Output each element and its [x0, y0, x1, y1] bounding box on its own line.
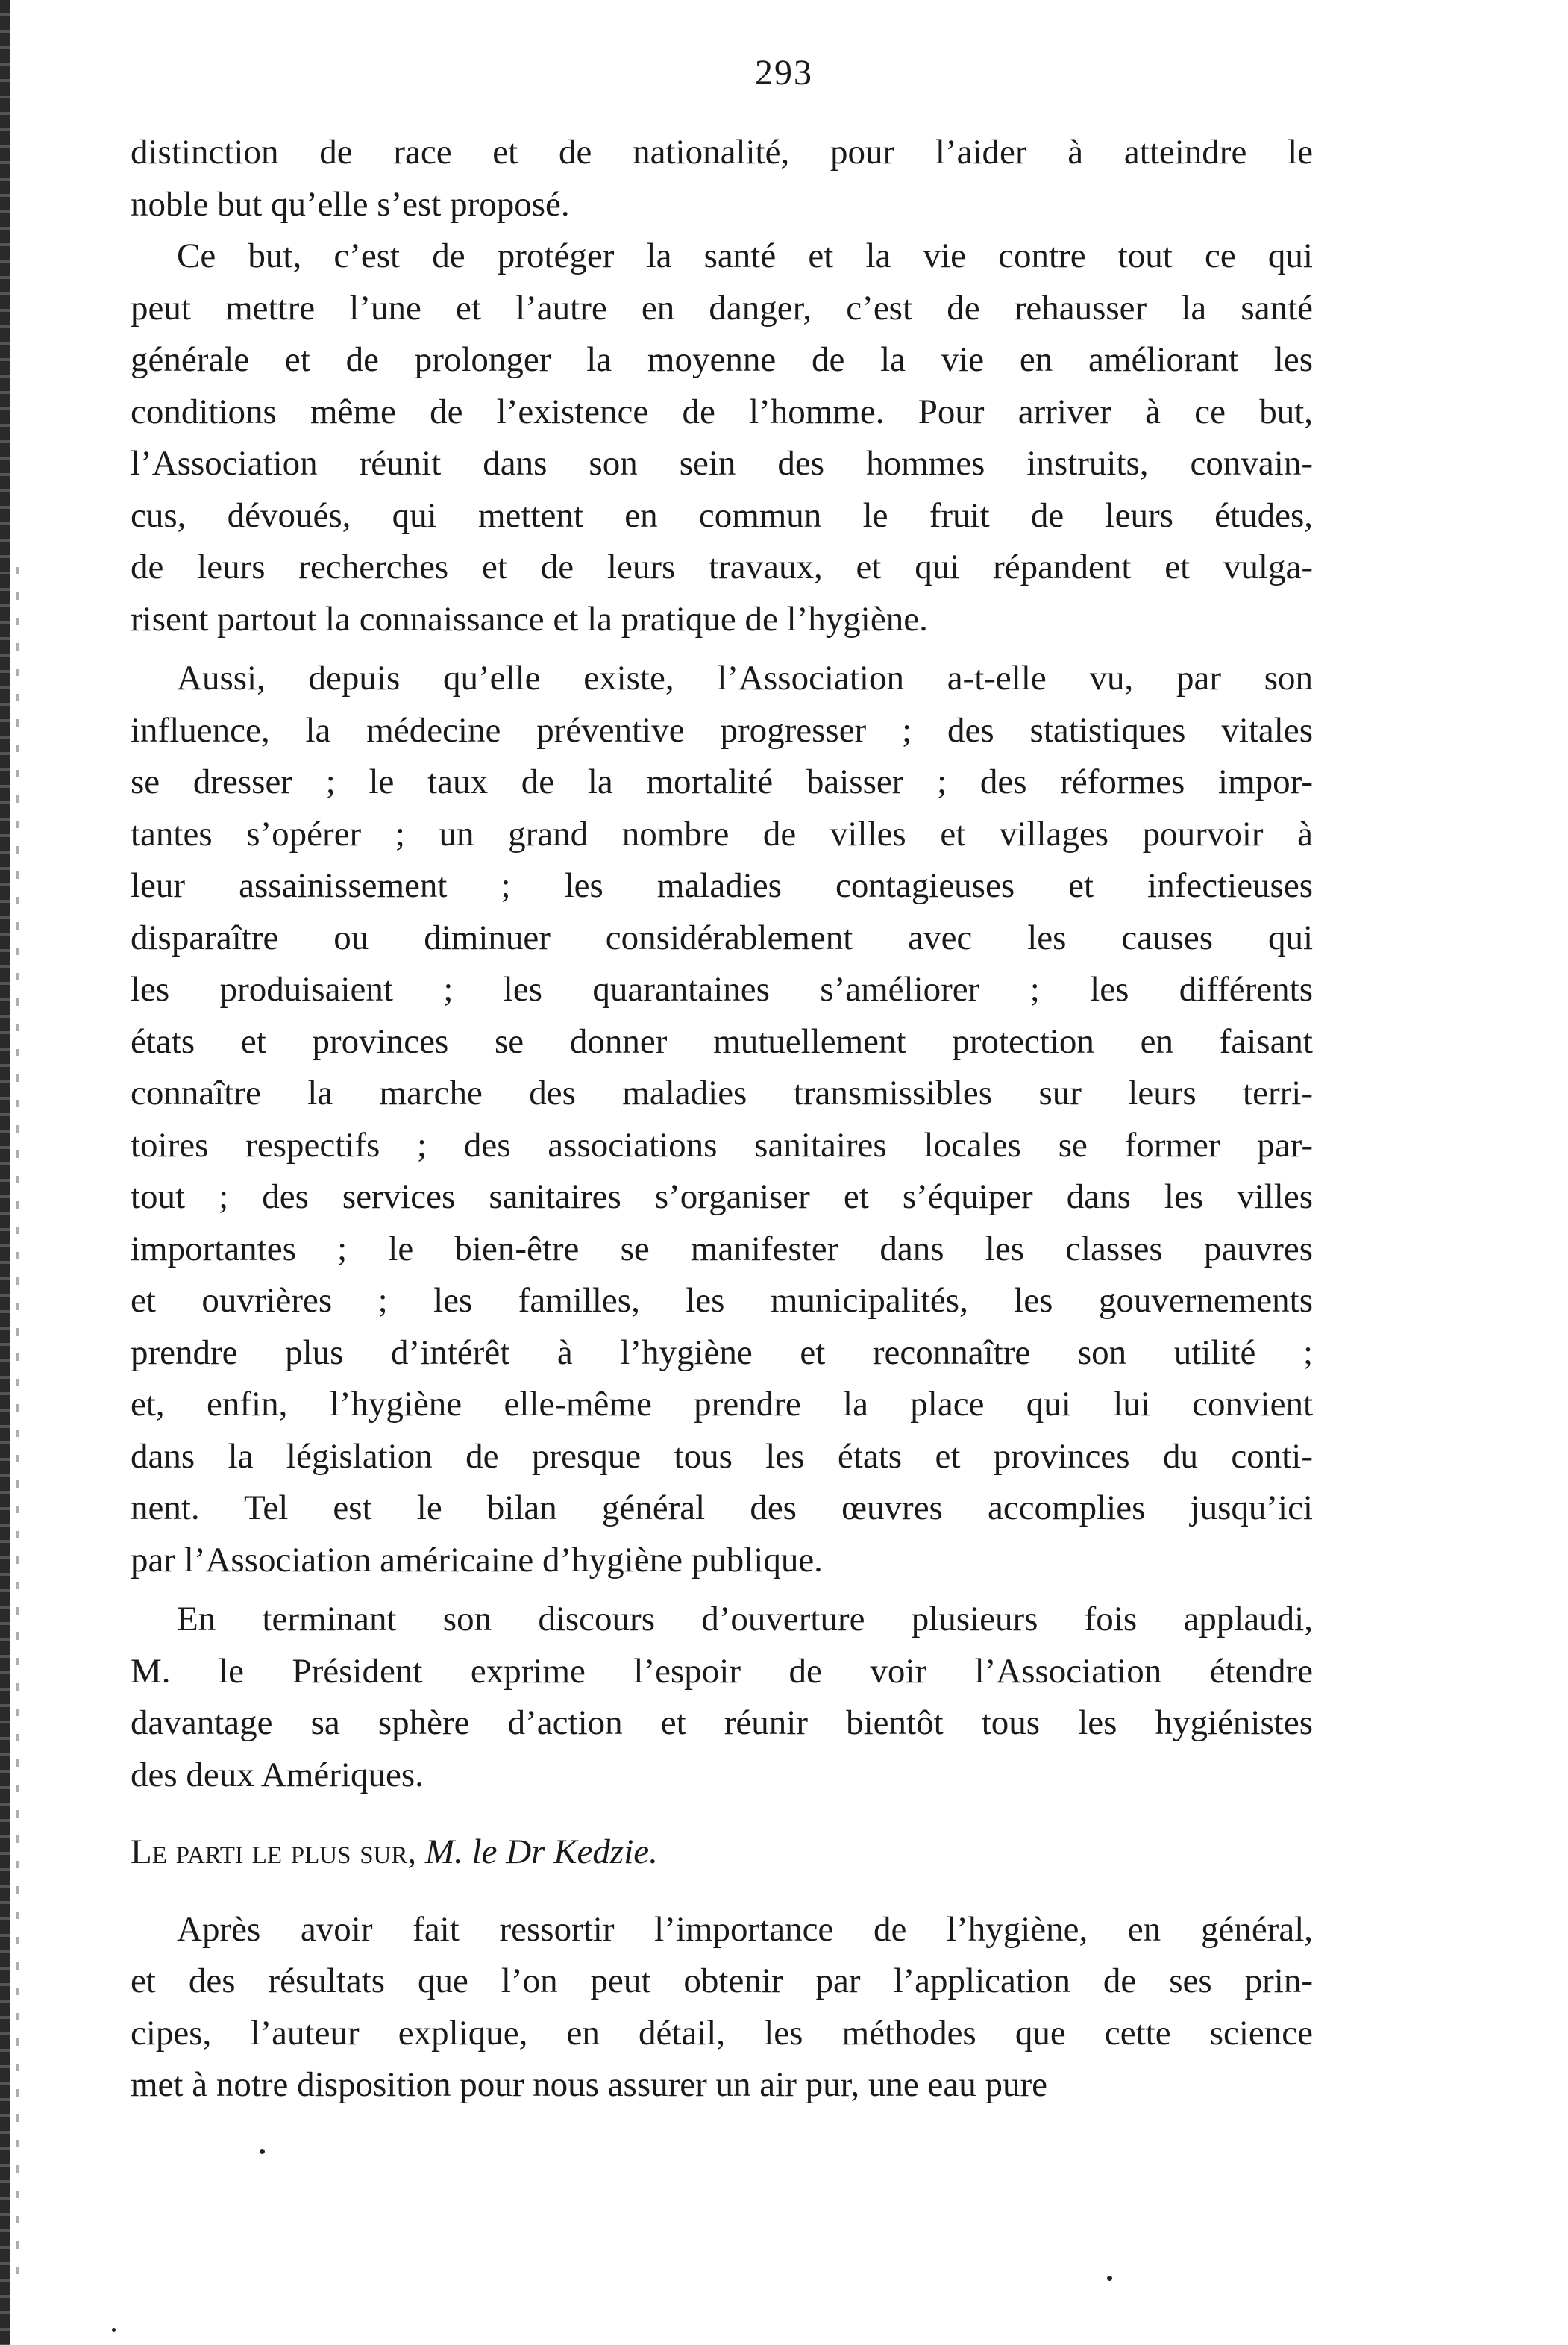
paragraph-gap [131, 1801, 1313, 1826]
text-line: par l’Association américaine d’hygiène publique. [131, 1540, 823, 1579]
paragraph-gap [131, 1879, 1313, 1904]
section-heading-title: Le parti le plus sur, [131, 1832, 417, 1871]
text-line: cipes, l’auteur explique, en détail, les méthodes que cette science [131, 2013, 1313, 2053]
text-line: des deux Amériques. [131, 1755, 424, 1794]
section-heading-author: M. le Dr Kedzie. [424, 1832, 658, 1871]
text-line: noble but qu’elle s’est proposé. [131, 184, 570, 224]
text-line: cus, dévoués, qui mettent en commun le fruit de leurs études, [131, 495, 1313, 535]
print-speck [1107, 2276, 1112, 2281]
text-line: les produisaient ; les quarantaines s’améliorer ; les différents [131, 970, 1313, 1009]
text-line: et ouvrières ; les familles, les municipalités, les gouvernements [131, 1281, 1313, 1320]
text-line: et des résultats que l’on peut obtenir par l’application de ses prin- [131, 1962, 1313, 2000]
text-line: Après avoir fait ressortir l’importance de l’hygiène, en général, [177, 1909, 1313, 1949]
paragraph-p5 [131, 1904, 1313, 2111]
text-line: disparaître ou diminuer considérablement avec les causes qui [131, 918, 1313, 957]
text-line: risent partout la connaissance et la pratique de l’hygiène. [131, 599, 928, 639]
text-line: connaître la marche des maladies transmissibles sur leurs terri- [131, 1074, 1313, 1112]
text-line: tantes s’opérer ; un grand nombre de villes et villages pourvoir à [131, 814, 1313, 854]
text-line: met à notre disposition pour nous assurer un air pur, une eau pure [131, 2065, 1047, 2104]
page-binding-edge [0, 0, 10, 2345]
text-line: toires respectifs ; des associations sanitaires locales se former par- [131, 1125, 1313, 1165]
paragraph-p2 [131, 231, 1313, 645]
page-number: 293 [755, 53, 813, 93]
text-line: générale et de prolonger la moyenne de la vie en améliorant les [131, 340, 1313, 379]
text-line: états et provinces se donner mutuellement protection en faisant [131, 1021, 1313, 1061]
paragraph-p3 [131, 653, 1313, 1586]
text-line: peut mettre l’une et l’autre en danger, c’est de rehausser la santé [131, 288, 1313, 328]
text-line: de leurs recherches et de leurs travaux, et qui répandent et vulga- [131, 548, 1313, 586]
text-line: tout ; des services sanitaires s’organiser et s’équiper dans les villes [131, 1177, 1313, 1216]
print-speck [112, 2328, 116, 2332]
paragraph-gap [131, 645, 1313, 653]
text-line: prendre plus d’intérêt à l’hygiène et reconnaître son utilité ; [131, 1333, 1313, 1372]
text-line: M. le Président exprime l’espoir de voir l’Association étendre [131, 1651, 1313, 1691]
text-line: se dresser ; le taux de la mortalité baisser ; des réformes impor- [131, 763, 1313, 801]
text-line: nent. Tel est le bilan général des œuvres accomplies jusqu’ici [131, 1488, 1313, 1527]
text-line: et, enfin, l’hygiène elle-même prendre la place qui lui convient [131, 1385, 1313, 1424]
paragraph-gap [131, 1586, 1313, 1594]
section-heading [131, 1826, 1313, 1879]
paragraph-p4 [131, 1594, 1313, 1801]
text-line: davantage sa sphère d’action et réunir bientôt tous les hygiénistes [131, 1703, 1313, 1742]
text-line: l’Association réunit dans son sein des hommes instruits, convain- [131, 444, 1313, 483]
text-line: importantes ; le bien-être se manifester dans les classes pauvres [131, 1229, 1313, 1268]
text-line: Aussi, depuis qu’elle existe, l’Association a-t-elle vu, par son [177, 659, 1313, 698]
text-line: dans la législation de presque tous les états et provinces du conti- [131, 1436, 1313, 1476]
body-text [131, 127, 1313, 2111]
text-line: En terminant son discours d’ouverture plusieurs fois applaudi, [177, 1600, 1313, 1638]
text-line: leur assainissement ; les maladies contagieuses et infectieuses [131, 866, 1313, 905]
text-line: influence, la médecine préventive progresser ; des statistiques vitales [131, 710, 1313, 750]
text-line: conditions même de l’existence de l’homme. Pour arriver à ce but, [131, 392, 1313, 431]
text-line: distinction de race et de nationalité, pour l’aider à atteindre le [131, 133, 1313, 172]
print-speck [260, 2149, 265, 2154]
paragraph-p1 [131, 127, 1313, 231]
text-line: Ce but, c’est de protéger la santé et la vie contre tout ce qui [177, 237, 1313, 275]
page-binding-shadow [16, 567, 19, 2283]
